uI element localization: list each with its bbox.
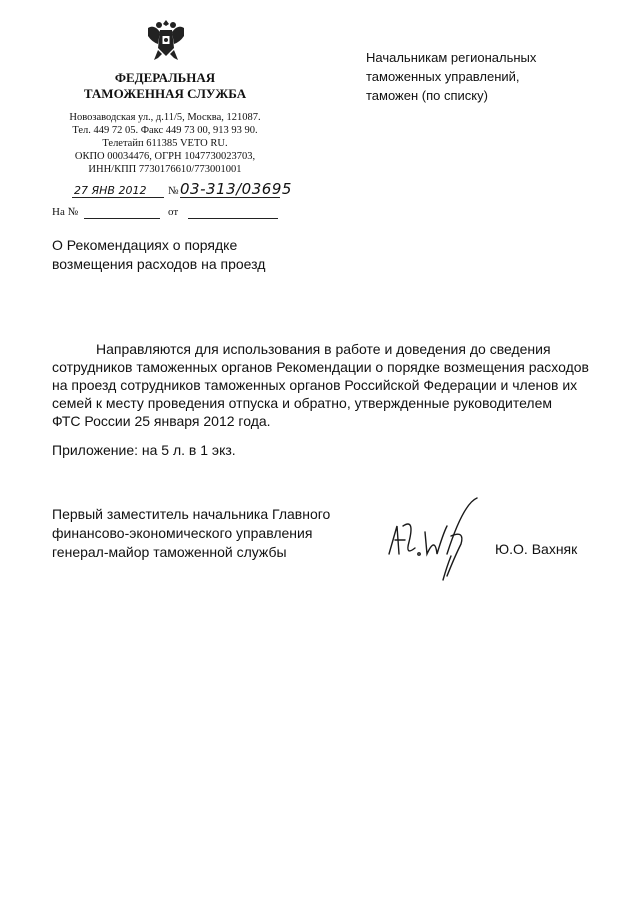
number-label: № [168,185,179,197]
addressee-line-3: таможен (по списку) [366,88,488,103]
number-underline [180,197,280,198]
body-line-3: на проезд сотрудников таможенных органов Российской Федерации и членов их [52,377,578,393]
signatory-title-line-2: финансово-экономического управления [52,525,313,541]
subject-line-2: возмещения расходов на проезд [52,256,266,272]
address-line-5: ИНН/КПП 7730176610/773001001 [88,164,242,175]
date-underline [72,197,164,198]
addressee-line-1: Начальникам региональных [366,50,537,65]
reference-number-underline [84,218,160,219]
reference-date-label: от [168,206,179,218]
subject-line-1: О Рекомендациях о порядке [52,237,238,253]
coat-of-arms-icon [144,14,188,64]
body-line-5: ФТС России 25 января 2012 года. [52,413,271,429]
address-line-2: Тел. 449 72 05. Факс 449 73 00, 913 93 90. [72,125,258,136]
signatory-title-line-1: Первый заместитель начальника Главного [52,506,331,522]
address-line-1: Новозаводская ул., д.11/5, Москва, 121087. [69,112,261,123]
outgoing-number: 03-313/03695 [180,180,292,198]
signatory-name: Ю.О. Вахняк [495,541,578,557]
reference-date-underline [188,218,278,219]
reference-number-label: На № [52,206,79,218]
address-line-3: Телетайп 611385 VETO RU. [102,138,228,149]
body-line-4: семей к месту проведения отпуска и обратно, утвержденные руководителем [52,395,552,411]
body-line-2: сотрудников таможенных органов Рекомендации о порядке возмещения расходов [52,359,589,375]
outgoing-date: 27 ЯНВ 2012 [74,184,147,197]
body-line-1: Направляются для использования в работе и доведения до сведения [96,341,551,357]
attachment-note: Приложение: на 5 л. в 1 экз. [52,442,236,458]
signatory-title-line-3: генерал-майор таможенной службы [52,544,287,560]
address-line-4: ОКПО 00034476, ОГРН 1047730023703, [74,151,256,162]
agency-name-line2: ТАМОЖЕННАЯ СЛУЖБА [83,86,247,101]
handwritten-signature [385,496,485,586]
addressee-line-2: таможенных управлений, [366,69,520,84]
agency-name-line1: ФЕДЕРАЛЬНАЯ [114,70,216,85]
